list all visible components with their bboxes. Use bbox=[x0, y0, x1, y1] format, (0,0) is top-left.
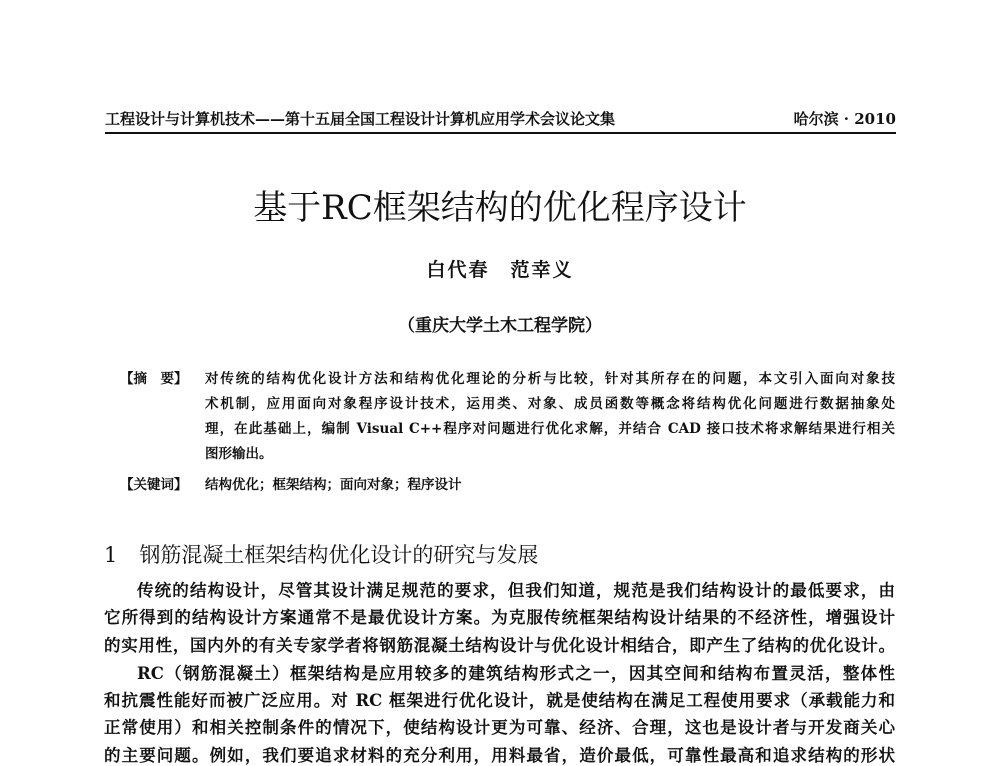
section-heading bbox=[104, 539, 538, 569]
body-line: RC（钢筋混凝土）框架结构是应用较多的建筑结构形式之一，因其空间和结构布置灵活，整体性 bbox=[137, 664, 895, 683]
abstract-line: 理，在此基础上，编制 Visual C++程序对问题进行优化求解，并结合 CAD 接口技术将求解结果进行相关 bbox=[205, 421, 895, 437]
abstract-line: 图形输出。 bbox=[205, 446, 273, 462]
paper-title: 基于RC框架结构的优化程序设计 bbox=[253, 188, 747, 228]
body-line: 的实用性，国内外的有关专家学者将钢筋混凝土结构设计与优化设计相结合，即产生了结构的优化设计。 bbox=[104, 636, 895, 655]
body-line: 和抗震性能好而被广泛应用。对 RC 框架进行优化设计，就是使结构在满足工程使用要求（承载能力和 bbox=[104, 691, 895, 710]
abstract-line: 对传统的结构优化设计方法和结构优化理论的分析与比较，针对其所存在的问题，本文引入面向对象技 bbox=[205, 371, 895, 387]
affiliation: （重庆大学土木工程学院） bbox=[398, 316, 602, 336]
running-header-right: 哈尔滨 · 2010 bbox=[793, 110, 896, 128]
abstract-line: 术机制，应用面向对象程序设计技术，运用类、对象、成员函数等概念将结构优化问题进行数据抽象处 bbox=[205, 396, 895, 412]
section-number: 1 bbox=[104, 543, 118, 567]
body-line: 传统的结构设计，尽管其设计满足规范的要求，但我们知道，规范是我们结构设计的最低要求，由 bbox=[137, 581, 895, 600]
section-title: 钢筋混凝土框架结构优化设计的研究与发展 bbox=[139, 543, 539, 567]
keywords-label: 【关键词】 bbox=[120, 477, 188, 493]
abstract-label: 【摘 要】 bbox=[120, 371, 188, 387]
header-rule bbox=[105, 132, 896, 134]
body-line: 的主要问题。例如，我们要追求材料的充分利用，用料最省，造价最低，可靠性最高和追求结构的形状 bbox=[104, 746, 895, 765]
body-line: 它所得到的结构设计方案通常不是最优设计方案。为克服传统框架结构设计结果的不经济性，增强设计 bbox=[104, 608, 895, 627]
keywords: 结构优化；框架结构；面向对象；程序设计 bbox=[205, 477, 462, 493]
authors: 白代春 范幸义 bbox=[426, 259, 574, 281]
body-line: 正常使用）和相关控制条件的情况下，使结构设计更为可靠、经济、合理，这也是设计者与开发商关心 bbox=[104, 718, 895, 737]
running-header-left: 工程设计与计算机技术——第十五届全国工程设计计算机应用学术会议论文集 bbox=[105, 110, 616, 128]
